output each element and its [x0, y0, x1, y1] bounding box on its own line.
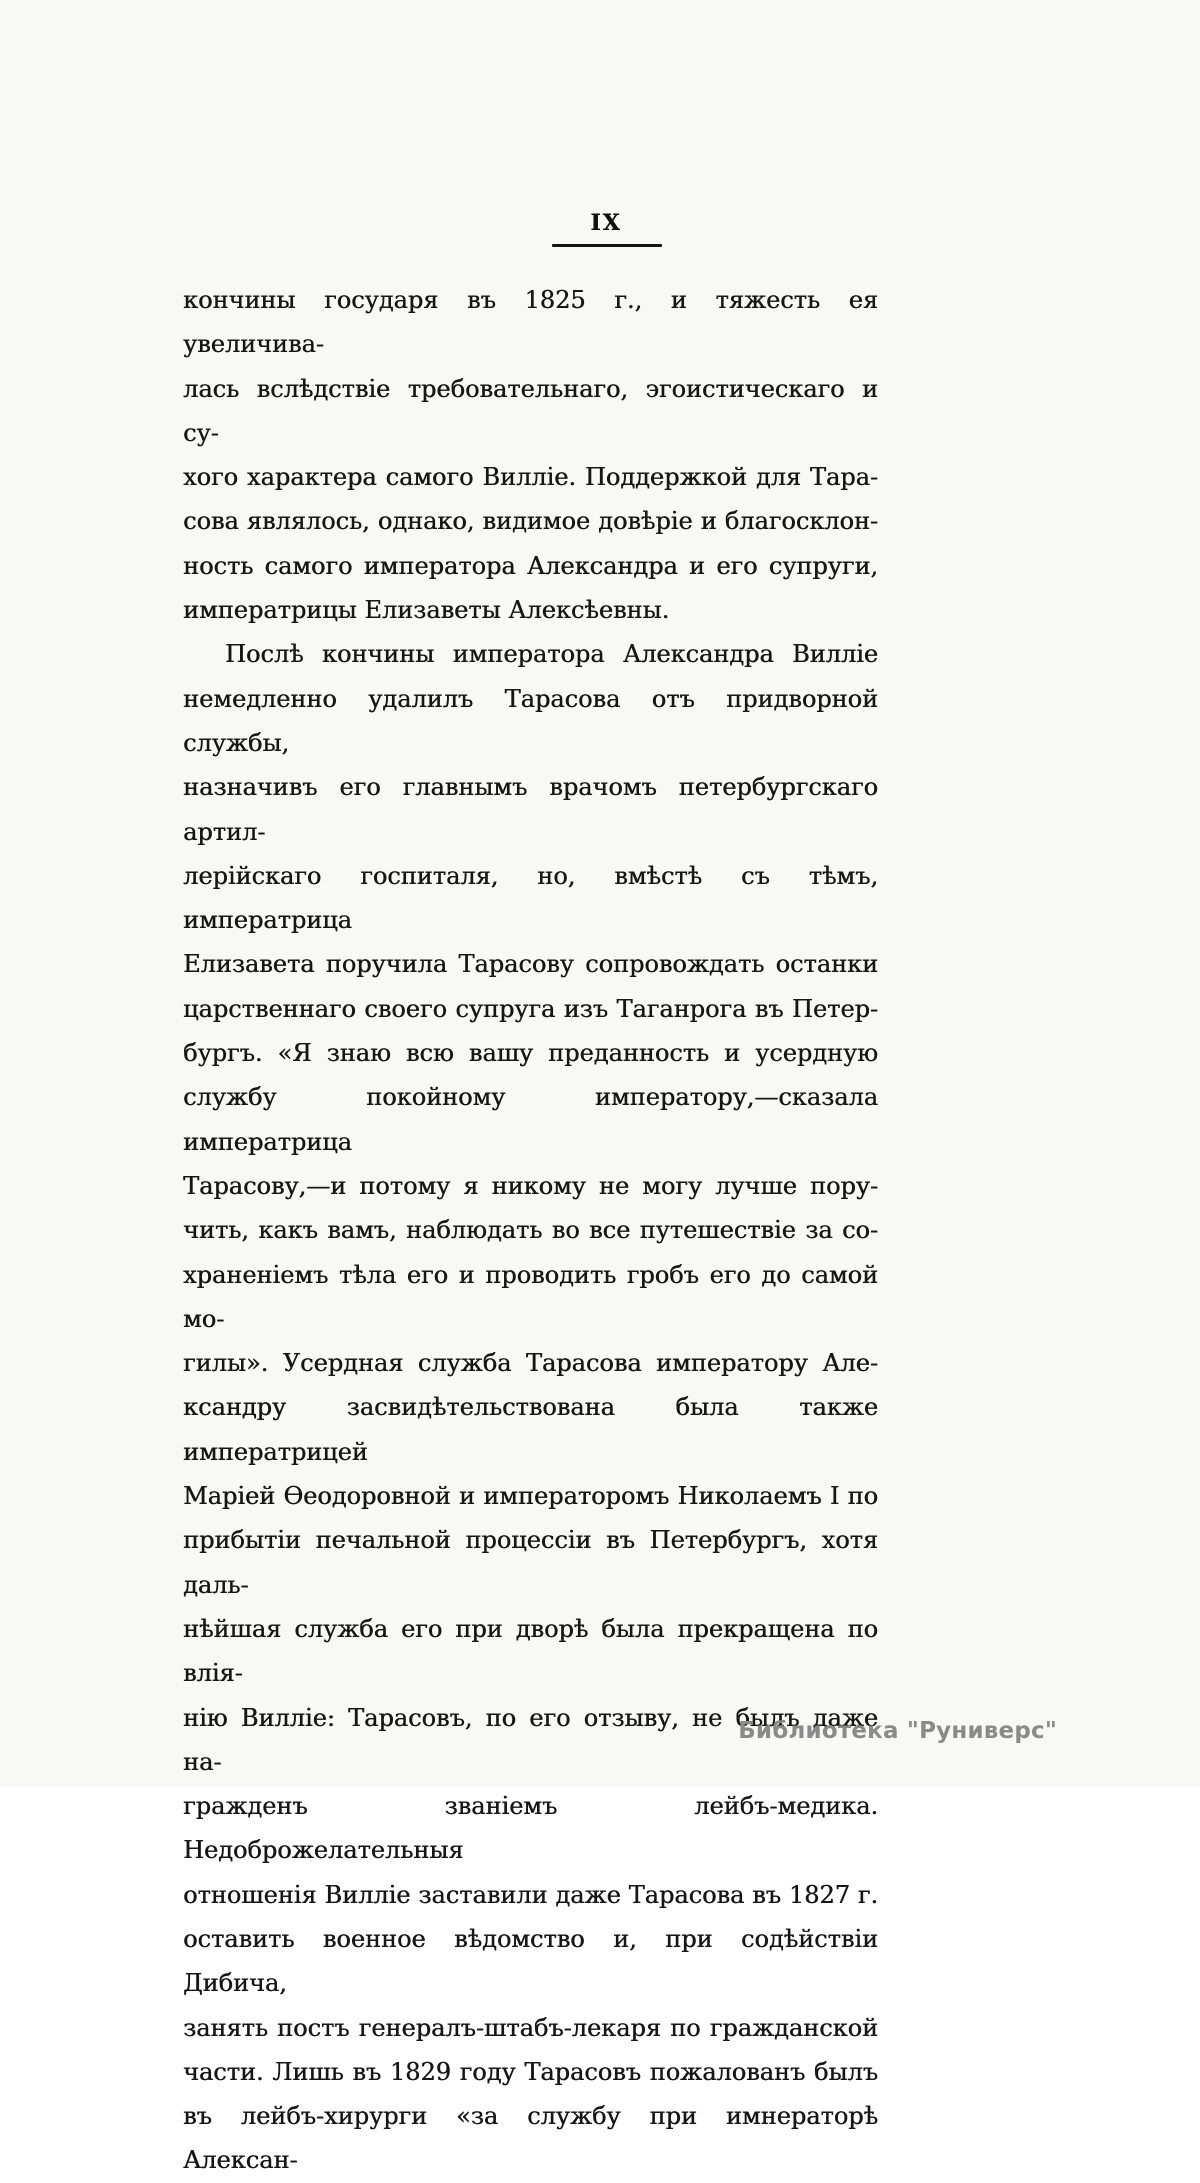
- text-line: лерійскаго госпиталя, но, вмѣстѣ съ тѣмъ, императрица: [183, 861, 878, 935]
- text-line: назначивъ его главнымъ врачомъ петербургскаго артил-: [183, 773, 878, 846]
- text-line: Тарасову,—и потому я никому не могу лучше пору-: [183, 1171, 878, 1200]
- text-line: нѣйшая служба его при дворѣ была прекращена по влія-: [183, 1614, 878, 1688]
- text-line: чить, какъ вамъ, наблюдать во все путешествіе за со-: [183, 1216, 878, 1245]
- text-line: гражденъ званіемъ лейбъ-медика. Недоброжелательныя: [183, 1792, 878, 1865]
- text-line: службу покойному императору,—сказала императрица: [183, 1083, 878, 1156]
- page-header: [540, 210, 672, 236]
- text-line: въ лейбъ-хирурги «за службу при имнераторѣ Алексан-: [183, 2102, 878, 2175]
- text-line: занять постъ генералъ-штабъ-лекаря по гражданской: [183, 2013, 878, 2042]
- text-line: ность самого императора Александра и его супруги,: [183, 551, 878, 580]
- text-line: сова являлось, однако, видимое довѣріе и благосклон-: [183, 507, 878, 536]
- text-line: хого характера самого Вилліе. Поддержкой для Тара-: [183, 463, 878, 492]
- text-line: немедленно удалилъ Тарасова отъ придворной службы,: [183, 684, 878, 757]
- text-line: гилы». Усердная служба Тарасова императору Але-: [183, 1349, 878, 1378]
- text-line: ксандру засвидѣтельствована была также императрицей: [183, 1393, 878, 1466]
- text-line: части. Лишь въ 1829 году Тарасовъ пожалованъ былъ: [183, 2057, 878, 2086]
- text-line: Маріей Ѳеодоровной и императоромъ Николаемъ I по: [183, 1482, 878, 1511]
- text-line: нію Вилліе: Тарасовъ, по его отзыву, не былъ даже на-: [183, 1703, 878, 1776]
- text-line: отношенія Вилліе заставили даже Тарасова въ 1827 г.: [183, 1880, 878, 1909]
- page-text: [183, 278, 878, 2183]
- header-rule: [552, 244, 662, 247]
- text-line: императрицы Елизаветы Алексѣевны.: [183, 596, 670, 625]
- text-line: бургъ. «Я знаю всю вашу преданность и усердную: [183, 1039, 878, 1068]
- text-line: царственнаго своего супруга изъ Таганрога въ Петер-: [183, 994, 878, 1023]
- library-watermark: Библиотека "Руниверс": [738, 1718, 1057, 1744]
- text-line: лась вслѣдствіе требовательнаго, эгоистическаго и су-: [183, 374, 878, 447]
- text-line: оставить военное вѣдомство и, при содѣйствіи Дибича,: [183, 1924, 878, 1998]
- text-line: прибытіи печальной процессіи въ Петербургъ, хотя даль-: [183, 1526, 878, 1599]
- text-line: Елизавета поручила Тарасову сопровождать останки: [183, 950, 878, 979]
- text-line: храненіемъ тѣла его и проводить гробъ его до самой мо-: [183, 1260, 878, 1333]
- page-number: IX: [590, 210, 622, 236]
- text-line: Послѣ кончины императора Александра Вилліе: [225, 640, 878, 669]
- text-line: кончины государя въ 1825 г., и тяжесть ея увеличива-: [183, 286, 878, 359]
